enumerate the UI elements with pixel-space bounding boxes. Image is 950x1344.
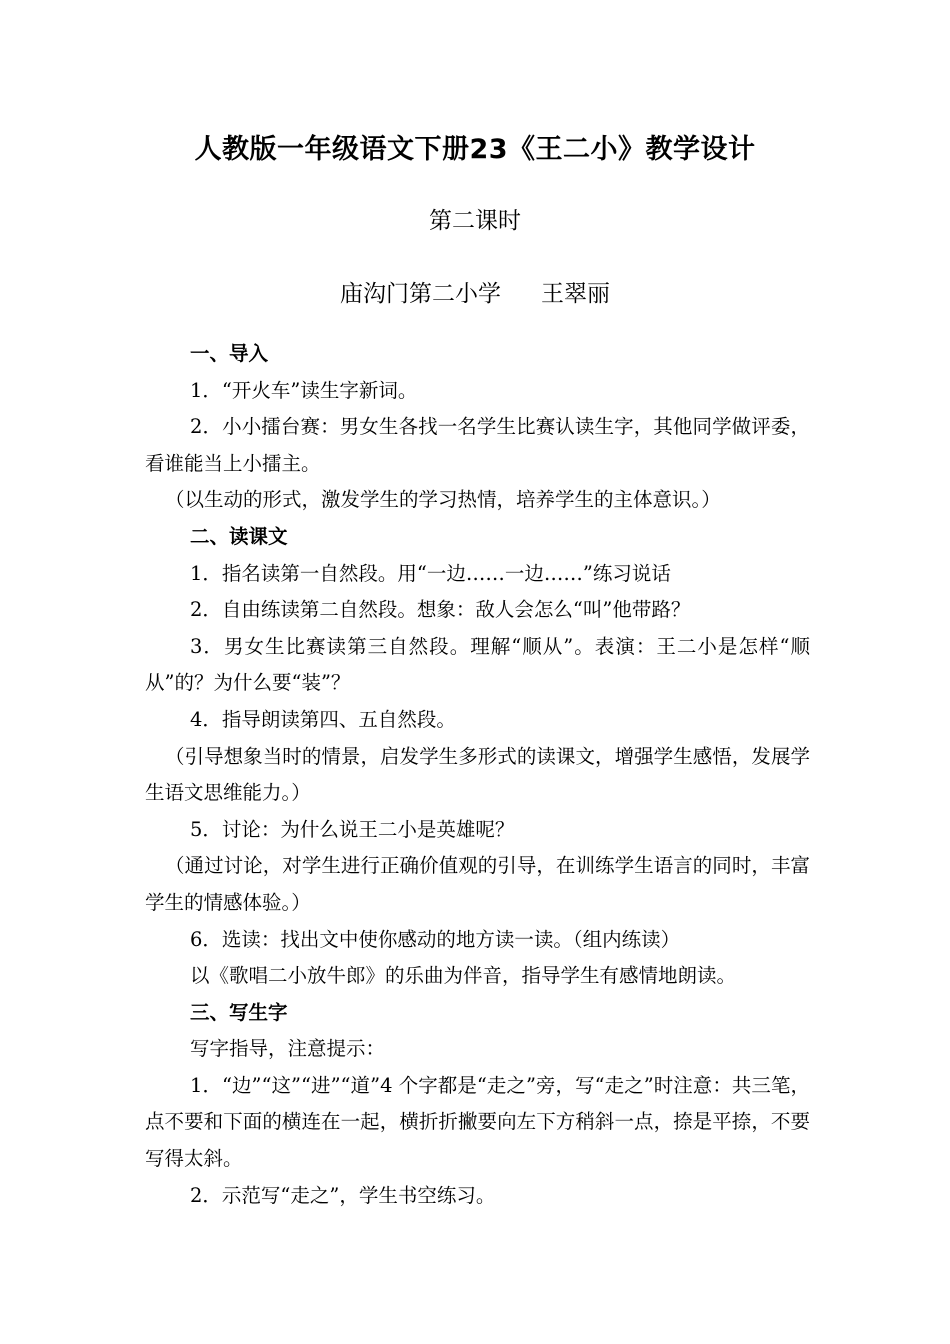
paragraph: 1．“开火车”读生字新词。 (190, 378, 418, 402)
document-title: 人教版一年级语文下册23《王二小》教学设计 (194, 134, 756, 165)
section-heading-intro: 一、导入 (190, 342, 269, 365)
lesson-period: 第二课时 (429, 208, 521, 234)
paragraph: 1．“边”“这”“进”“道”4 个字都是“走之”旁，写“走之”时注意：共三笔，点不要和下面的横连在一起，横折折撇要向左下方稍斜一点，捺是平捺，不要写得太斜。 (145, 1073, 810, 1171)
school-name: 庙沟门第二小学 (340, 281, 501, 307)
paragraph: 5．讨论：为什么说王二小是英雄呢？ (190, 817, 515, 841)
paragraph: 4．指导朗读第四、五自然段。 (190, 707, 456, 731)
teaching-note: （通过讨论，对学生进行正确价值观的引导，在训练学生语言的同时，丰富学生的情感体验。） (145, 854, 810, 914)
teaching-note: （引导想象当时的情景，启发学生多形式的读课文，增强学生感悟，发展学生语文思维能力。） (145, 744, 810, 805)
paragraph: 2．自由练读第二自然段。想象：敌人会怎么“叫”他带路？ (190, 598, 691, 622)
paragraph: 2．示范写“走之”，学生书空练习。 (190, 1183, 496, 1207)
paragraph: 写字指导，注意提示： (190, 1037, 386, 1061)
paragraph: 3．男女生比赛读第三自然段。理解“顺从”。表演：王二小是怎样“顺从”的？为什么要“装”？ (145, 634, 810, 695)
paragraph: 6．选读：找出文中使你感动的地方读一读。（组内练读） (190, 927, 681, 951)
author-line (0, 276, 950, 312)
document-body (145, 336, 810, 1214)
teaching-note: （以生动的形式，激发学生的学习热情，培养学生的主体意识。） (165, 488, 721, 512)
paragraph: 1．指名读第一自然段。用“一边……一边……”练习说话 (190, 561, 671, 585)
paragraph: 2．小小擂台赛：男女生各找一名学生比赛认读生字，其他同学做评委，看谁能当上小擂主。 (145, 415, 810, 475)
section-heading-reading: 二、读课文 (190, 524, 288, 548)
author-name: 王翠丽 (541, 281, 610, 307)
section-heading-writing: 三、写生字 (190, 1000, 288, 1024)
paragraph: 以《歌唱二小放牛郎》的乐曲为伴音，指导学生有感情地朗读。 (190, 964, 737, 988)
